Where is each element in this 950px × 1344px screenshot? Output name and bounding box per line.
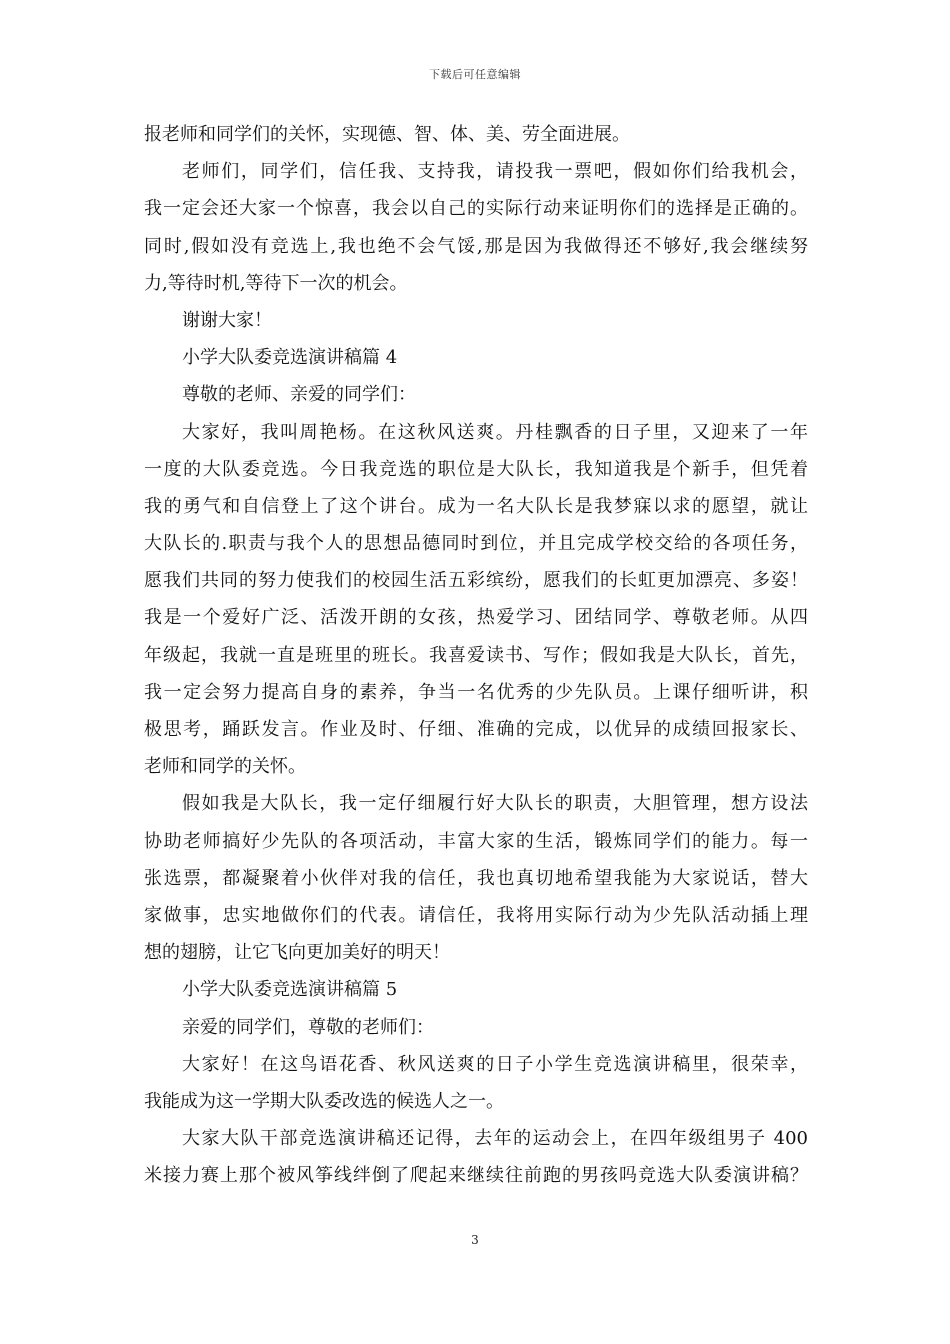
text-line: 想的翅膀，让它飞向更加美好的明天！ [144,942,450,964]
text-line: 假如我是大队长，我一定仔细履行好大队长的职责，大胆管理，想方设法 [182,793,808,815]
text-line: 一度的大队委竞选。今日我竞选的职位是大队长，我知道我是个新手，但凭着 [144,458,808,480]
text-line: 我一定会还大家一个惊喜，我会以自己的实际行动来证明你们的选择是正确的。 [144,198,808,220]
text-line: 我是一个爱好广泛、活泼开朗的女孩，热爱学习、团结同学、尊敬老师。从四 [144,607,808,629]
text-line: 大队长的.职责与我个人的思想品德同时到位，并且完成学校交给的各项任务， [144,533,808,555]
text-line: 愿我们共同的努力使我们的校园生活五彩缤纷，愿我们的长虹更加漂亮、多姿！ [144,570,808,592]
text-line: 协助老师搞好少先队的各项活动，丰富大家的生活，锻炼同学们的能力。每一 [144,830,808,852]
text-line: 家做事，忠实地做你们的代表。请信任，我将用实际行动为少先队活动插上理 [144,904,808,926]
text-line: 大家大队干部竞选演讲稿还记得，去年的运动会上，在四年级组男子 400 [182,1128,808,1150]
text-line: 老师和同学的关怀。 [144,756,306,778]
text-line: 我能成为这一学期大队委改选的候选人之一。 [144,1090,504,1112]
text-line: 我一定会努力提高自身的素养，争当一名优秀的少先队员。上课仔细听讲，积 [144,681,808,703]
text-line: 老师们，同学们，信任我、支持我，请投我一票吧，假如你们给我机会， [182,161,808,183]
text-line: 小学大队委竞选演讲稿篇 4 [182,347,398,369]
text-line: 报老师和同学们的关怀，实现德、智、体、美、劳全面进展。 [144,124,630,145]
text-line: 大家好！在这鸟语花香、秋风送爽的日子小学生竞选演讲稿里，很荣幸， [182,1053,808,1075]
text-line: 极思考，踊跃发言。作业及时、仔细、准确的完成，以优异的成绩回报家长、 [144,719,808,740]
page-number: 3 [471,1233,479,1247]
page-header: 下载后可任意编辑 [429,68,521,81]
text-line: 小学大队委竞选演讲稿篇 5 [182,979,398,1001]
text-line: 亲爱的同学们，尊敬的老师们： [182,1016,434,1038]
text-line: 我的勇气和自信登上了这个讲台。成为一名大队长是我梦寐以求的愿望，就让 [144,495,808,517]
text-line: 张选票，都凝聚着小伙伴对我的信任，我也真切地希望我能为大家说话，替大 [144,867,808,889]
text-line: 尊敬的老师、亲爱的同学们： [182,384,416,406]
text-line: 米接力赛上那个被风筝线绊倒了爬起来继续往前跑的男孩吗竞选大队委演讲稿？ [144,1165,808,1187]
text-line: 大家好，我叫周艳杨。在这秋风送爽。丹桂飘香的日子里，又迎来了一年 [182,421,808,443]
document-body [144,116,808,1194]
text-line: 力,等待时机,等待下一次的机会。 [144,272,408,294]
text-line: 年级起，我就一直是班里的班长。我喜爱读书、写作；假如我是大队长，首先， [144,644,808,666]
text-line: 谢谢大家！ [182,309,272,331]
text-line: 同时,假如没有竞选上,我也绝不会气馁,那是因为我做得还不够好,我会继续努 [144,235,808,257]
